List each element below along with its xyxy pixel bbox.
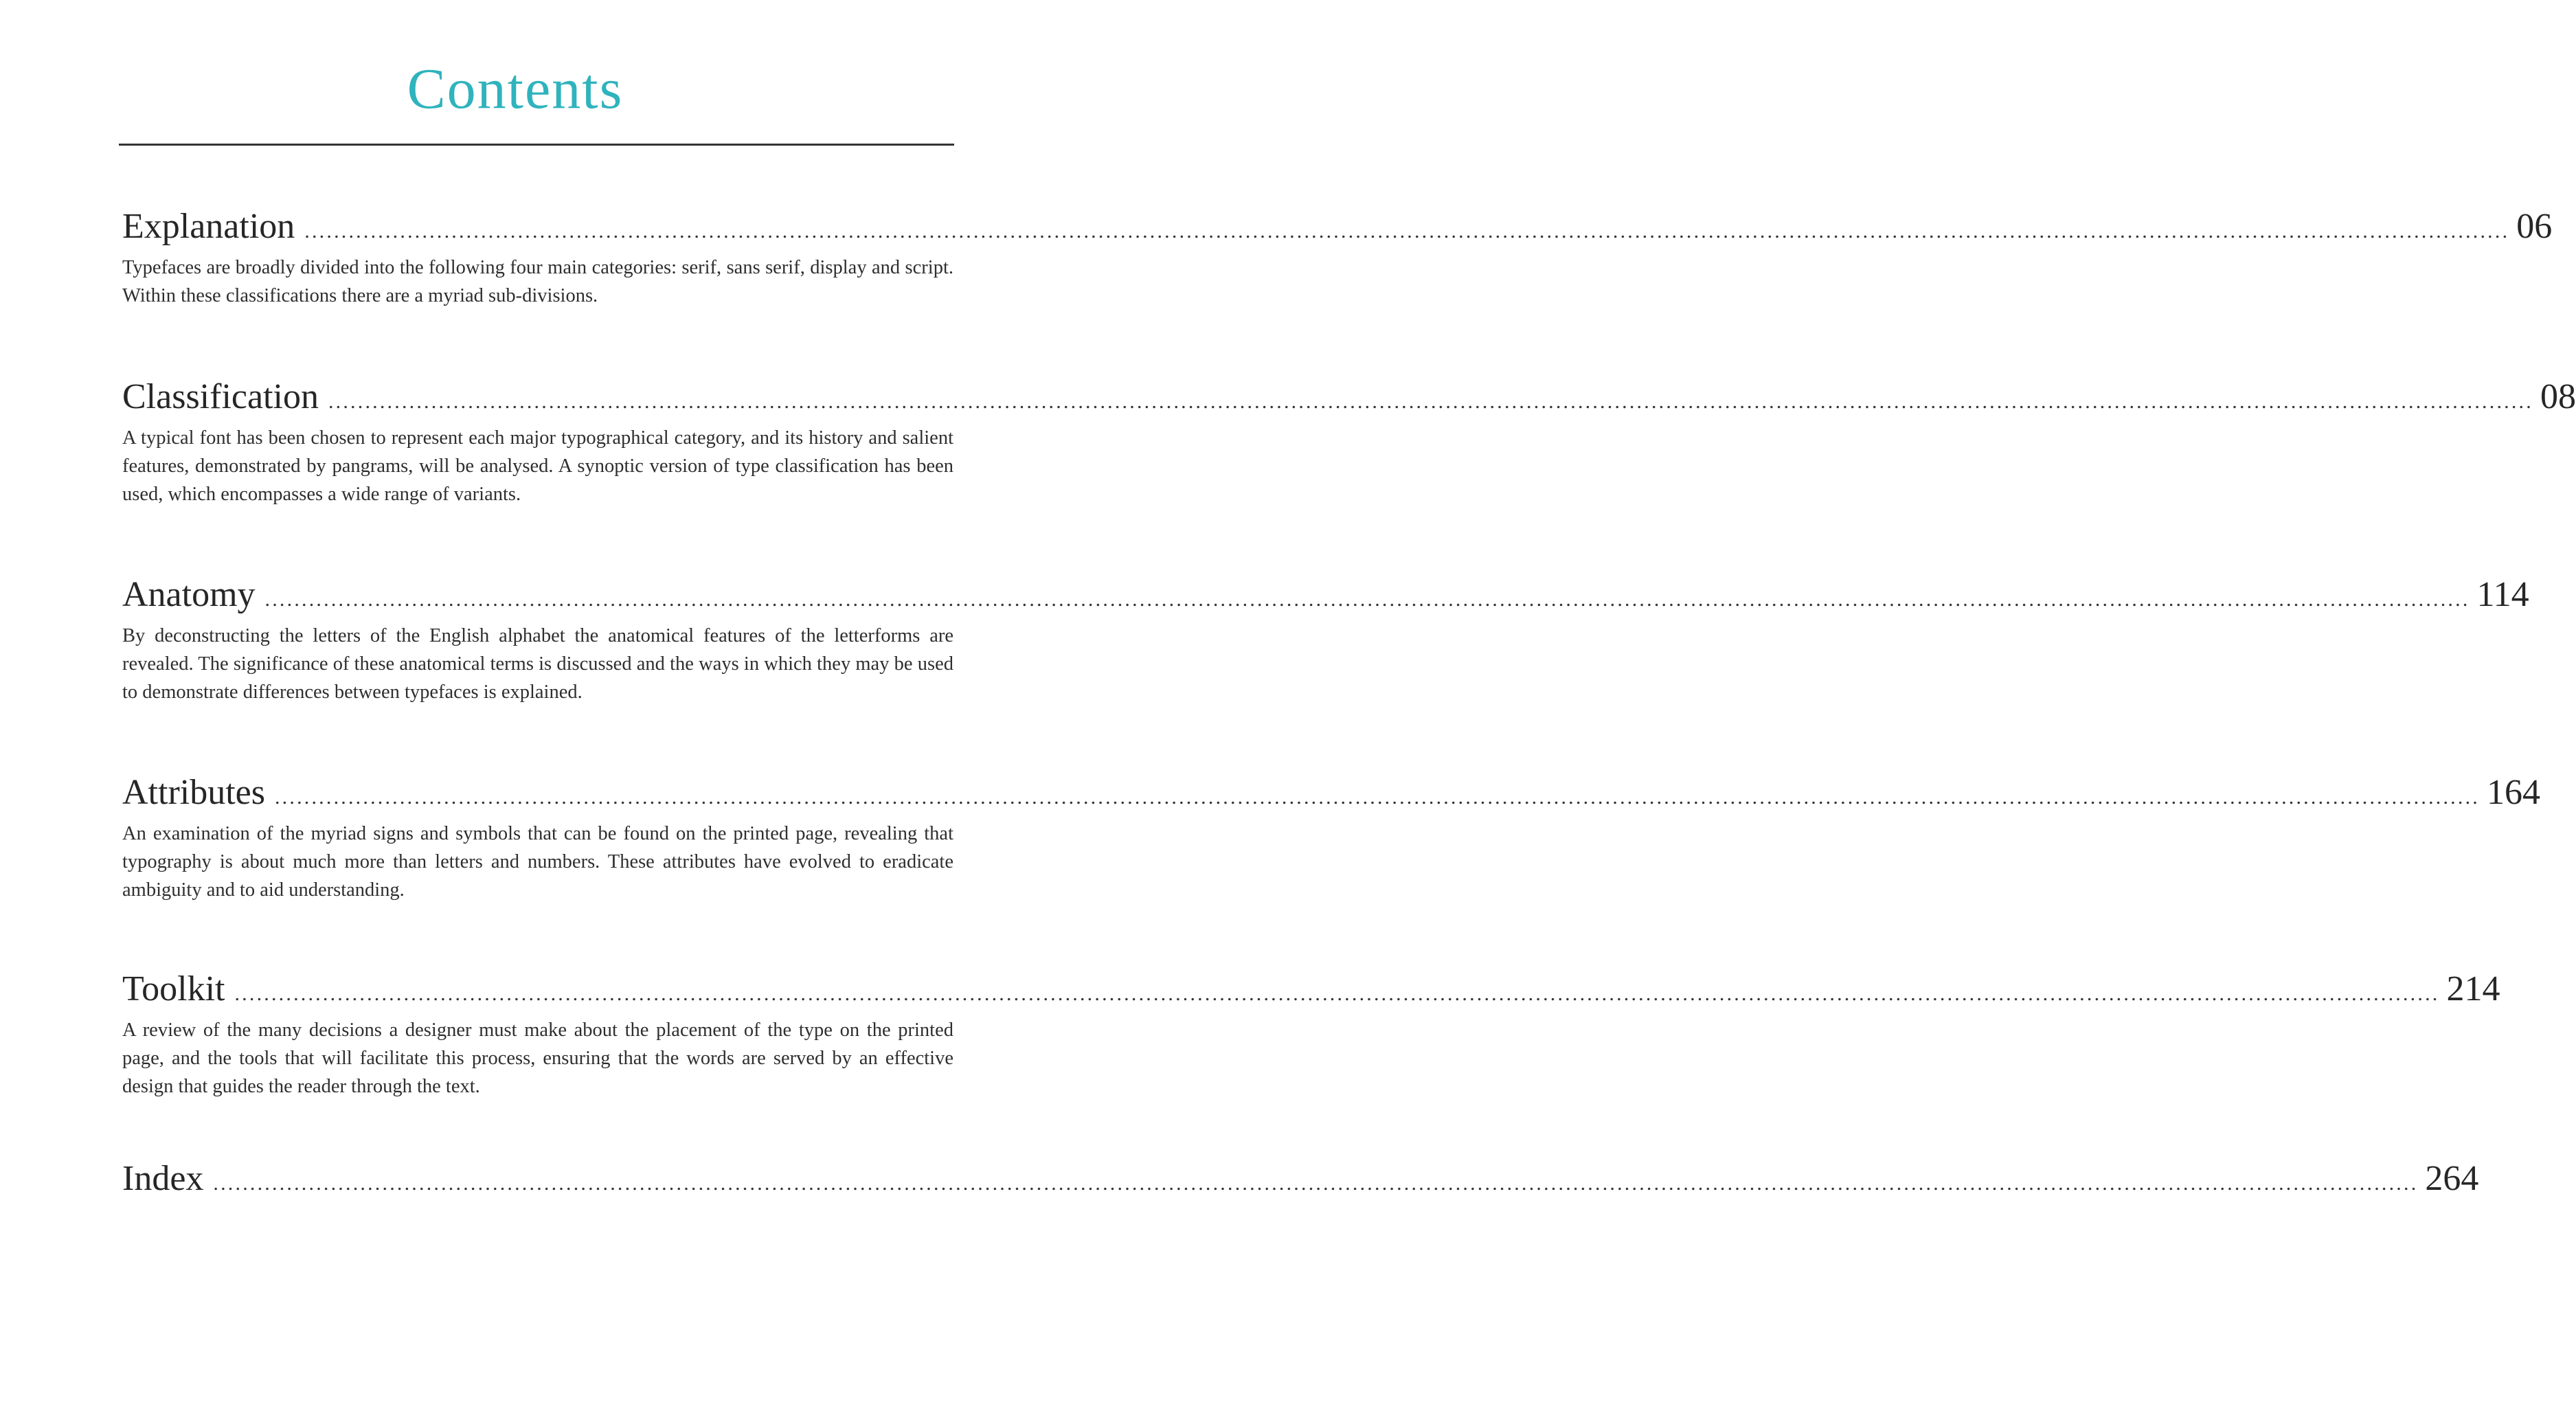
- dot-leader: ............................................................................................................................................................................................................................................................................................................: [264, 588, 2470, 611]
- entry-heading[interactable]: [122, 1158, 2479, 1204]
- dot-leader: ............................................................................................................................................................................................................................................................................................................: [274, 786, 2480, 809]
- entry-title: Classification: [122, 377, 319, 416]
- page-number: 264: [2425, 1159, 2479, 1198]
- entry-description: An examination of the myriad signs and symbols that can be found on the printed page, revealing that typography is about much more than letters and numbers. These attributes have evolved to eradicate ambiguity and to aid understanding.: [122, 823, 953, 901]
- dot-leader: ............................................................................................................................................................................................................................................................................................................: [304, 220, 2510, 243]
- dot-leader: ............................................................................................................................................................................................................................................................................................................: [328, 390, 2533, 413]
- entry-description: A review of the many decisions a designer must make about the placement of the type on the printed page, and the tools that will facilitate this process, ensuring that the words are served by an effective design that guides the reader through the text.: [122, 1019, 953, 1097]
- entry-heading[interactable]: [122, 772, 2540, 818]
- page-number: 06: [2516, 207, 2553, 246]
- entry-title: Toolkit: [122, 969, 225, 1008]
- toc-entry-index: [122, 1158, 2479, 1204]
- entry-description: Typefaces are broadly divided into the following four main categories: serif, sans serif, display and script. Within these classifications there are a myriad sub-divisions.: [122, 257, 953, 306]
- entry-title: Explanation: [122, 207, 295, 246]
- dot-leader: ............................................................................................................................................................................................................................................................................................................: [234, 982, 2440, 1005]
- toc-entry-anatomy: [122, 574, 2529, 706]
- entry-description: By deconstructing the letters of the English alphabet the anatomical features of the letterforms are revealed. The significance of these anatomical terms is discussed and the ways in which they may be used to demonstrate differences between typefaces is explained.: [122, 625, 953, 703]
- entry-title: Anatomy: [122, 575, 256, 614]
- toc-entry-explanation: [122, 206, 2553, 310]
- page-number: 164: [2486, 773, 2540, 812]
- entry-heading[interactable]: [122, 969, 2500, 1015]
- title-rule: [119, 144, 954, 146]
- toc-entry-classification: [122, 376, 2576, 508]
- entry-heading[interactable]: [122, 574, 2529, 620]
- entry-description: A typical font has been chosen to represent each major typographical category, and its history and salient features, demonstrated by pangrams, will be analysed. A synoptic version of type classification has been used, which encompasses a wide range of variants.: [122, 427, 953, 505]
- page-number: 114: [2476, 575, 2529, 614]
- toc-entry-toolkit: [122, 969, 2500, 1101]
- entry-heading[interactable]: [122, 376, 2576, 422]
- entry-heading[interactable]: [122, 206, 2553, 252]
- page-number: 08: [2540, 377, 2576, 416]
- page-title: Contents: [407, 57, 624, 121]
- entry-title: Index: [122, 1159, 204, 1198]
- toc-entry-attributes: [122, 772, 2540, 904]
- page-number: 214: [2446, 969, 2500, 1008]
- dot-leader: ............................................................................................................................................................................................................................................................................................................: [213, 1172, 2419, 1195]
- entry-title: Attributes: [122, 773, 265, 812]
